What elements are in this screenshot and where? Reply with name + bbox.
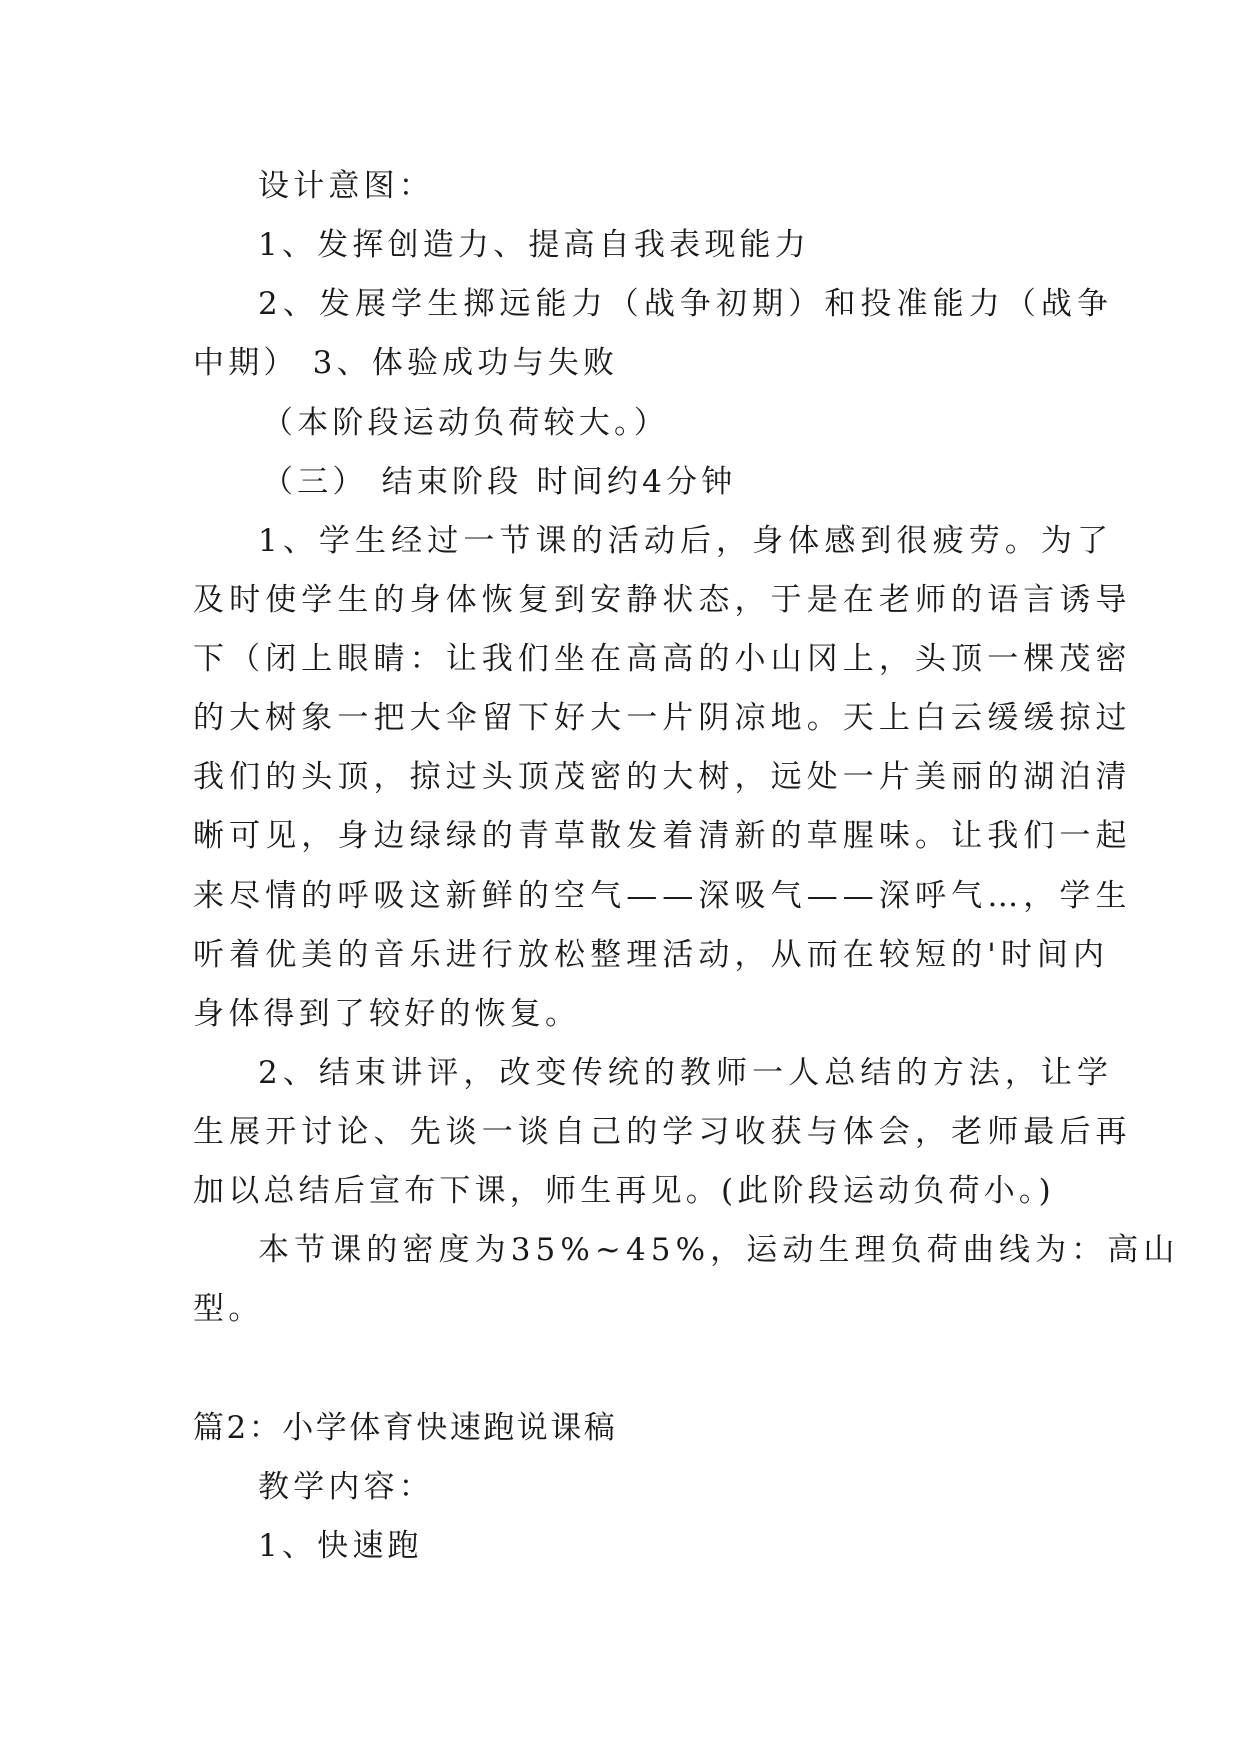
paragraph-2-line-3: 加以总结后宣布下课，师生再见。(此阶段运动负荷小。) (193, 1173, 1055, 1209)
paragraph-1-line-7: 来尽情的呼吸这新鲜的空气——深吸气——深呼气…，学生 (193, 878, 1132, 914)
intent-item-1: 1、发挥创造力、提高自我表现能力 (258, 227, 810, 263)
paragraph-1-line-4: 的大树象一把大伞留下好大一片阴凉地。天上白云缓缓掠过 (193, 700, 1132, 736)
load-note-large: （本阶段运动负荷较大。） (262, 405, 669, 441)
section-three-heading: （三） 结束阶段 时间约4分钟 (262, 464, 737, 500)
paragraph-1-line-3: 下（闭上眼睛：让我们坐在高高的小山冈上，头顶一棵茂密 (193, 641, 1132, 677)
paragraph-1-line-9: 身体得到了较好的恢复。 (193, 996, 581, 1032)
article-2-title: 篇2：小学体育快速跑说课稿 (193, 1410, 618, 1446)
paragraph-1-line-6: 晰可见，身边绿绿的青草散发着清新的草腥味。让我们一起 (193, 818, 1132, 854)
paragraph-2-line-2: 生展开讨论、先谈一谈自己的学习收获与体会，老师最后再 (193, 1114, 1132, 1150)
teaching-content-heading: 教学内容： (258, 1469, 434, 1505)
design-intent-heading: 设计意图： (258, 168, 434, 204)
density-line-2: 型。 (193, 1291, 264, 1327)
intent-item-2-continued: 中期） 3、体验成功与失败 (193, 345, 619, 381)
paragraph-1-line-2: 及时使学生的身体恢复到安静状态，于是在老师的语言诱导 (193, 582, 1132, 618)
teaching-content-item-1: 1、快速跑 (258, 1528, 423, 1564)
paragraph-1-line-8: 听着优美的音乐进行放松整理活动，从而在较短的'时间内 (193, 937, 1110, 973)
density-line-1: 本节课的密度为35%~45%，运动生理负荷曲线为：高山 (258, 1232, 1180, 1268)
intent-item-2: 2、发展学生掷远能力（战争初期）和投准能力（战争 (258, 286, 1114, 322)
paragraph-2-line-1: 2、结束讲评，改变传统的教师一人总结的方法，让学 (258, 1055, 1114, 1091)
paragraph-1-line-5: 我们的头顶，掠过头顶茂密的大树，远处一片美丽的湖泊清 (193, 759, 1132, 795)
paragraph-1-line-1: 1、学生经过一节课的活动后，身体感到很疲劳。为了 (258, 523, 1114, 559)
